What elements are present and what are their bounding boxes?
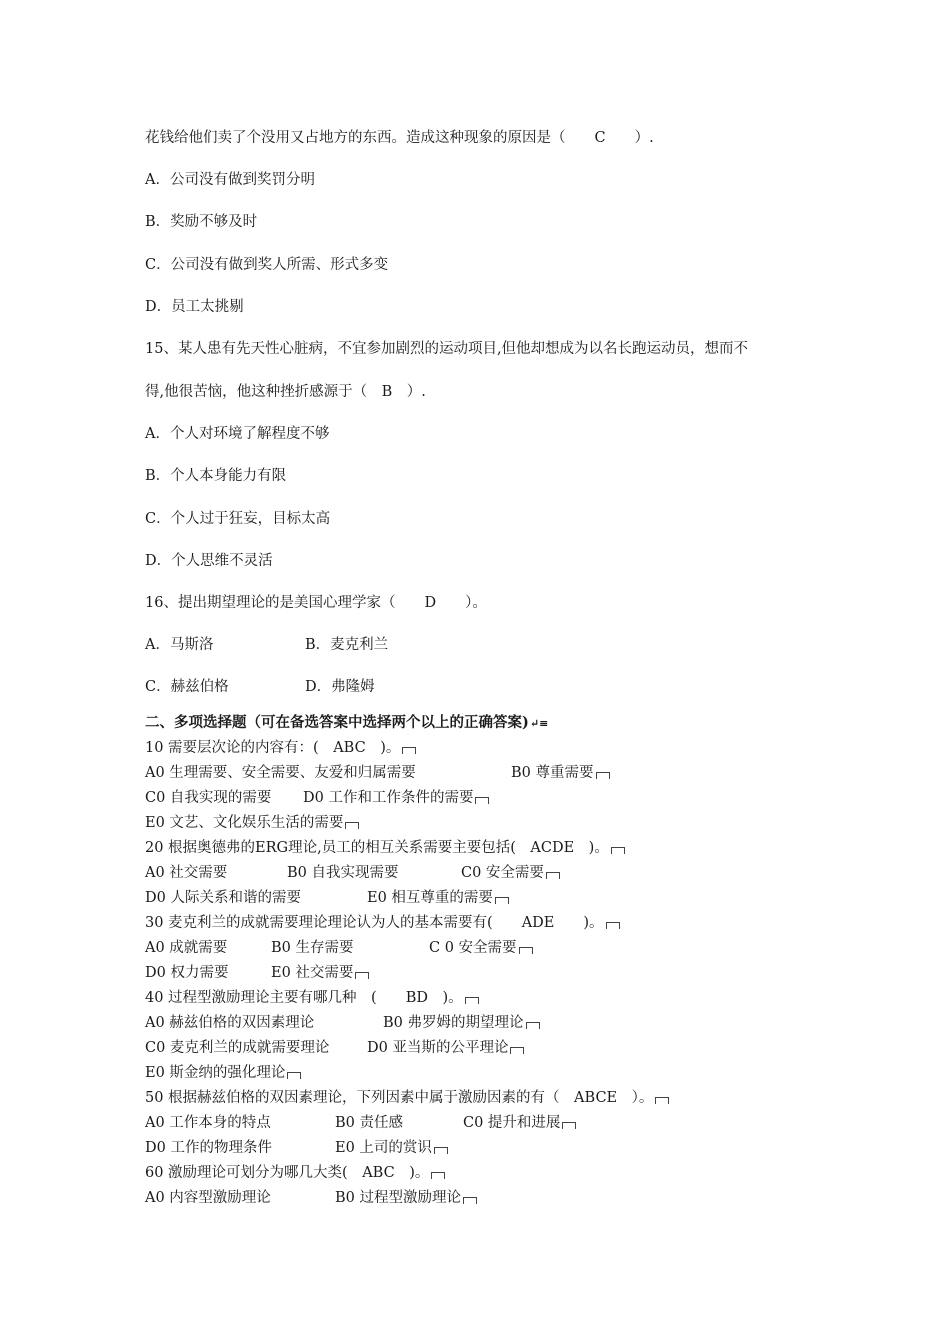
mc-q2-option-d: D0 人际关系和谐的需要: [145, 890, 301, 906]
paragraph-mark-icon: [611, 847, 625, 854]
mc-q5-option-c: C0 提升和进展: [463, 1115, 561, 1131]
mc-q4: [145, 989, 479, 1007]
q16-option-c: C．赫兹伯格: [145, 679, 229, 695]
mc-q6-option-b: B0 过程型激励理论: [335, 1190, 461, 1206]
mc-q5-option-e: E0 上司的赏识: [335, 1140, 432, 1156]
mc-q3-option-a: A0 成就需要: [145, 940, 228, 956]
mc-q1: [145, 739, 416, 757]
paragraph-mark-icon: [402, 747, 416, 754]
q14-option-a: A．公司没有做到奖罚分明: [145, 172, 315, 188]
mc-q2-option-e: E0 相互尊重的需要: [367, 890, 493, 906]
mc-q4-option-b: B0 弗罗姆的期望理论: [383, 1015, 524, 1031]
section-2-heading: [145, 714, 548, 733]
paragraph-mark-icon: [431, 1172, 445, 1179]
mc-q6-options-ab: [145, 1189, 477, 1207]
mc-q1-options-ab: [145, 764, 610, 782]
mc-q1-option-c: C0 自我实现的需要: [145, 790, 272, 806]
paragraph-mark-icon: [465, 997, 479, 1004]
mc-q1-options-cd: [145, 789, 489, 807]
section-2-heading-text: 二、多项选择题（可在备选答案中选择两个以上的正确答案): [145, 714, 529, 731]
paragraph-mark-icon: [495, 897, 509, 904]
mc-q2-options-abc: [145, 864, 560, 882]
mc-q5-option-b: B0 责任感: [335, 1115, 403, 1131]
paragraph-mark-icon: [510, 1047, 524, 1054]
mc-q4-options-cd: [145, 1039, 524, 1057]
q16-option-b: B．麦克利兰: [305, 637, 389, 653]
mc-q4-text: 40 过程型激励理论主要有哪几种 ( BD )。: [145, 990, 463, 1006]
mc-q5-options-de: [145, 1139, 448, 1157]
q16-options-row-1: [145, 636, 388, 654]
mc-q3-option-d: D0 权力需要: [145, 965, 229, 981]
mc-q1-option-b: B0 尊重需要: [511, 765, 594, 781]
paragraph-mark-icon: [345, 822, 359, 829]
paragraph-mark-icon: [526, 1022, 540, 1029]
paragraph-mark-icon: [596, 772, 610, 779]
paragraph-mark-icon: [606, 922, 620, 929]
q16-option-a: A．马斯洛: [145, 637, 214, 653]
mc-q3-option-c: C 0 安全需要: [429, 940, 517, 956]
question-15-text-1: 15、某人患有先天性心脏病，不宜参加剧烈的运动项目,但他却想成为以名长跑运动员，想而不: [145, 341, 749, 357]
paragraph-mark-icon: [655, 1097, 669, 1104]
paragraph-mark-icon: [546, 872, 560, 879]
paragraph-mark-icon: [287, 1072, 301, 1079]
mc-q4-option-e-text: E0 斯金纳的强化理论: [145, 1065, 286, 1081]
paragraph-mark-icon: [463, 1197, 477, 1204]
question-14-continuation: 花钱给他们卖了个没用又占地方的东西。造成这种现象的原因是（ C ）.: [145, 130, 654, 146]
mc-q3: [145, 914, 620, 932]
mc-q4-options-ab: [145, 1014, 540, 1032]
mc-q2-text: 20 根据奥德弗的ERG理论,员工的相互关系需要主要包括( ACDE )。: [145, 840, 609, 856]
q16-options-row-2: [145, 678, 375, 696]
mc-q4-option-a: A0 赫兹伯格的双因素理论: [145, 1015, 315, 1031]
mc-q5-option-a: A0 工作本身的特点: [145, 1115, 271, 1131]
mc-q5: [145, 1089, 669, 1107]
paragraph-mark-icon: [519, 947, 533, 954]
paragraph-mark-icon: [562, 1122, 576, 1129]
mc-q3-text: 30 麦克利兰的成就需要理论理论认为人的基本需要有( ADE )。: [145, 915, 604, 931]
mc-q5-options-abc: [145, 1114, 576, 1132]
q14-option-b: B．奖励不够及时: [145, 214, 258, 230]
mc-q3-options-de: [145, 964, 369, 982]
q15-option-d: D．个人思维不灵活: [145, 553, 273, 569]
mc-q5-option-d: D0 工作的物理条件: [145, 1140, 272, 1156]
paragraph-mark-icon: [434, 1147, 448, 1154]
mc-q2: [145, 839, 625, 857]
q14-option-c: C．公司没有做到奖人所需、形式多变: [145, 257, 389, 273]
q15-option-a: A．个人对环境了解程度不够: [145, 426, 330, 442]
paragraph-mark-icon: ↵≡: [529, 717, 549, 730]
mc-q1-option-e-text: E0 文艺、文化娱乐生活的需要: [145, 815, 344, 831]
mc-q4-option-c: C0 麦克利兰的成就需要理论: [145, 1040, 330, 1056]
mc-q2-option-c: C0 安全需要: [461, 865, 544, 881]
paragraph-mark-icon: [355, 972, 369, 979]
mc-q3-option-e: E0 社交需要: [271, 965, 354, 981]
mc-q1-option-d: D0 工作和工作条件的需要: [303, 790, 474, 806]
mc-q2-options-de: [145, 889, 509, 907]
mc-q1-option-a: A0 生理需要、安全需要、友爱和归属需要: [145, 765, 416, 781]
q15-option-b: B．个人本身能力有限: [145, 468, 287, 484]
mc-q6-text: 60 激励理论可划分为哪几大类( ABC )。: [145, 1165, 430, 1181]
q14-option-d: D．员工太挑剔: [145, 299, 244, 315]
mc-q3-option-b: B0 生存需要: [271, 940, 354, 956]
mc-q1-option-e: [145, 814, 359, 832]
mc-q6: [145, 1164, 445, 1182]
q15-option-c: C．个人过于狂妄，目标太高: [145, 511, 331, 527]
question-16-text: 16、提出期望理论的是美国心理学家（ D ）。: [145, 595, 487, 611]
mc-q1-text: 10 需要层次论的内容有：( ABC )。: [145, 740, 401, 756]
mc-q5-text: 50 根据赫兹伯格的双因素理论，下列因素中属于激励因素的有（ ABCE ）。: [145, 1090, 654, 1106]
q16-option-d: D．弗隆姆: [305, 679, 375, 695]
question-15-text-2: 得,他很苦恼，他这种挫折感源于（ B ）.: [145, 384, 426, 400]
mc-q2-option-a: A0 社交需要: [145, 865, 228, 881]
mc-q3-options-abc: [145, 939, 533, 957]
paragraph-mark-icon: [475, 797, 489, 804]
mc-q6-option-a: A0 内容型激励理论: [145, 1190, 271, 1206]
mc-q4-option-e: [145, 1064, 301, 1082]
mc-q4-option-d: D0 亚当斯的公平理论: [367, 1040, 509, 1056]
mc-q2-option-b: B0 自我实现需要: [287, 865, 399, 881]
